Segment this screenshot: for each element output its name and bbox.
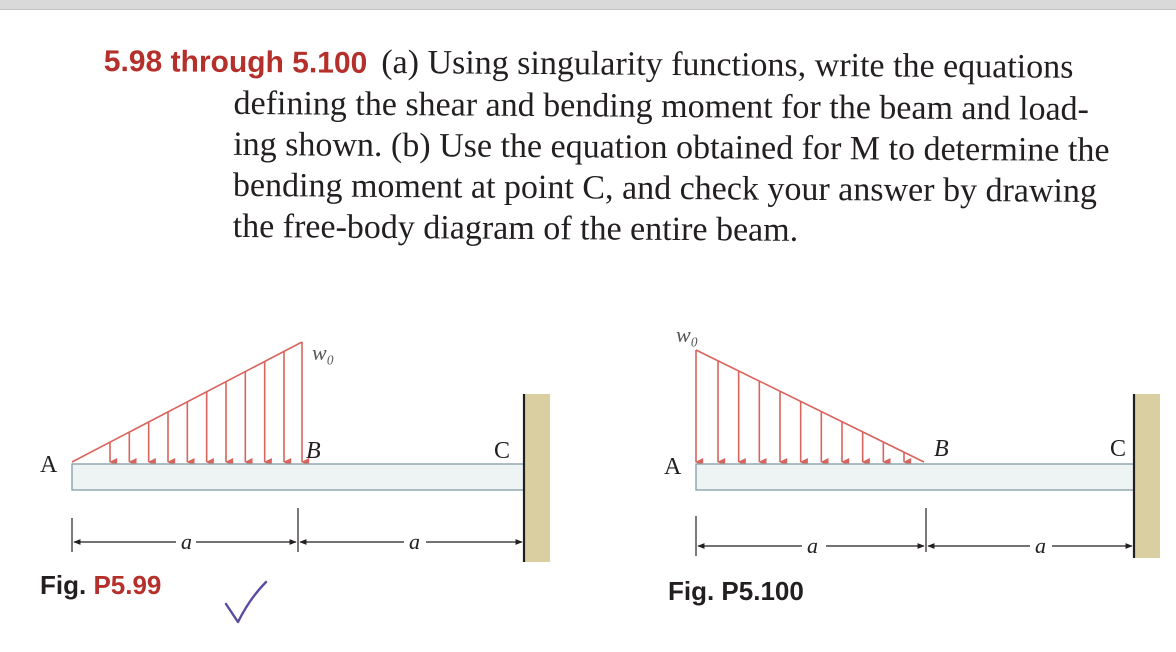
label-b-100: B — [934, 436, 949, 462]
problem-line-4: bending moment at point C, and check your answer by drawing — [232, 166, 1098, 210]
problem-line-1: (a) Using singularity functions, write the equations — [381, 43, 1074, 86]
dimension-lines-99 — [72, 508, 522, 552]
problem-number: 5.98 through 5.100 — [103, 44, 368, 80]
distributed-load-99 — [72, 342, 302, 462]
fig-p5-100 — [664, 322, 1160, 558]
problem-line-2: defining the shear and bending moment for the beam and load- — [233, 84, 1090, 128]
label-w0-99: w₀ — [312, 340, 335, 365]
label-a-100: A — [664, 454, 682, 480]
caption-p5-100: Fig. P5.100 — [668, 576, 804, 606]
distributed-load-100 — [696, 350, 924, 462]
dimension-lines-100 — [696, 508, 1132, 556]
problem-line-5: the free-body diagram of the entire beam. — [232, 207, 799, 249]
beam-99 — [72, 464, 524, 490]
label-w0-100: w₀ — [676, 322, 699, 347]
dim-a2-99: a — [409, 529, 420, 554]
wall-99 — [524, 394, 550, 562]
dim-a1-99: a — [181, 529, 192, 554]
label-c-99: C — [494, 438, 511, 464]
caption-number-99: P5.99 — [93, 570, 162, 600]
label-a-99: A — [40, 452, 58, 478]
caption-p5-99 — [40, 570, 161, 601]
fig-p5-99 — [40, 340, 550, 562]
wall-100 — [1134, 394, 1160, 558]
caption-prefix-99: Fig. — [40, 570, 94, 600]
label-b-99: B — [306, 438, 321, 464]
dim-a1-100: a — [807, 533, 818, 558]
problem-line-3: ing shown. (b) Use the equation obtained for M to determine the — [233, 125, 1110, 170]
beam-100 — [696, 464, 1134, 490]
label-c-100: C — [1110, 436, 1127, 462]
dim-a2-100: a — [1035, 533, 1046, 558]
check-mark-icon — [222, 578, 272, 628]
